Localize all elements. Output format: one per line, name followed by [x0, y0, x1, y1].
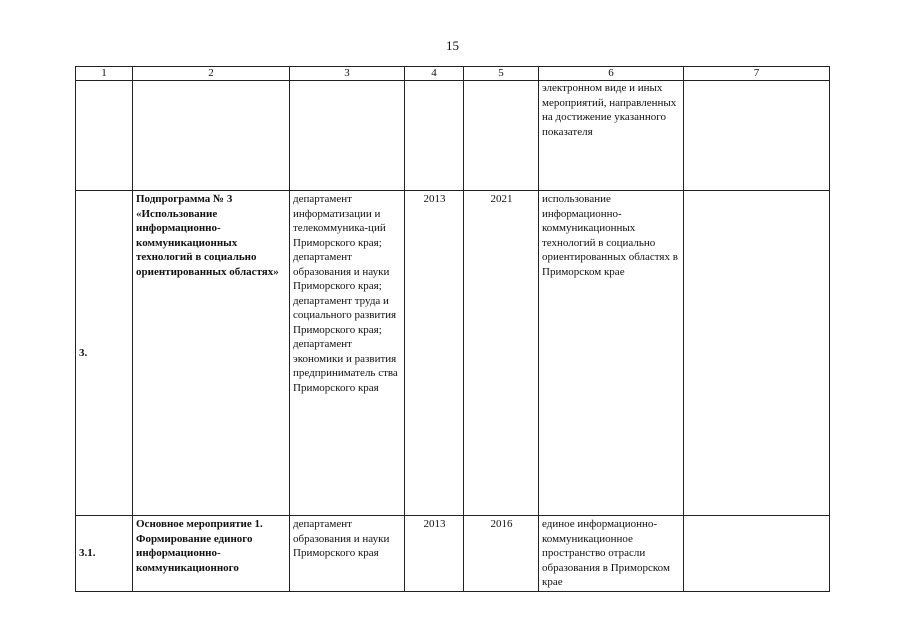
- column-header: 2: [133, 67, 290, 81]
- row-note: [684, 516, 830, 592]
- column-header: 5: [464, 67, 539, 81]
- row-number: 3.1.: [76, 516, 133, 592]
- row-end-year: [464, 81, 539, 191]
- row-note: [684, 191, 830, 516]
- row-executor: департамент образования и науки Приморского края: [290, 516, 405, 592]
- row-number: [76, 81, 133, 191]
- row-name: Подпрограмма № 3 «Использование информационно-коммуникационных технологий в социально ориентированных областях»: [133, 191, 290, 516]
- row-name: [133, 81, 290, 191]
- row-note: [684, 81, 830, 191]
- row-result: использование информационно-коммуникационных технологий в социально ориентированных областях в Приморском крае: [539, 191, 684, 516]
- column-header: 1: [76, 67, 133, 81]
- row-end-year: 2016: [464, 516, 539, 592]
- column-header: 7: [684, 67, 830, 81]
- row-start-year: [405, 81, 464, 191]
- column-header: 6: [539, 67, 684, 81]
- table-row: [76, 516, 830, 592]
- row-end-year: 2021: [464, 191, 539, 516]
- row-start-year: 2013: [405, 516, 464, 592]
- page-number: 15: [446, 38, 459, 53]
- row-result: электронном виде и иных мероприятий, направленных на достижение указанного показателя: [539, 81, 684, 191]
- column-header: 4: [405, 67, 464, 81]
- row-number: 3.: [76, 191, 133, 516]
- program-table: [75, 66, 830, 592]
- table-row: [76, 81, 830, 191]
- table-row: [76, 191, 830, 516]
- header-row: [76, 67, 830, 81]
- row-start-year: 2013: [405, 191, 464, 516]
- row-name: Основное мероприятие 1. Формирование единого информационно-коммуникационного: [133, 516, 290, 592]
- row-executor: департамент информатизации и телекоммуника-ций Приморского края; департамент образования и науки Приморского края; департамент труда и социального развития Приморского края; департамент экономики и развития предприниматель ства Приморского края: [290, 191, 405, 516]
- row-result: единое информационно-коммуникационное пространство отрасли образования в Приморском крае: [539, 516, 684, 592]
- row-executor: [290, 81, 405, 191]
- column-header: 3: [290, 67, 405, 81]
